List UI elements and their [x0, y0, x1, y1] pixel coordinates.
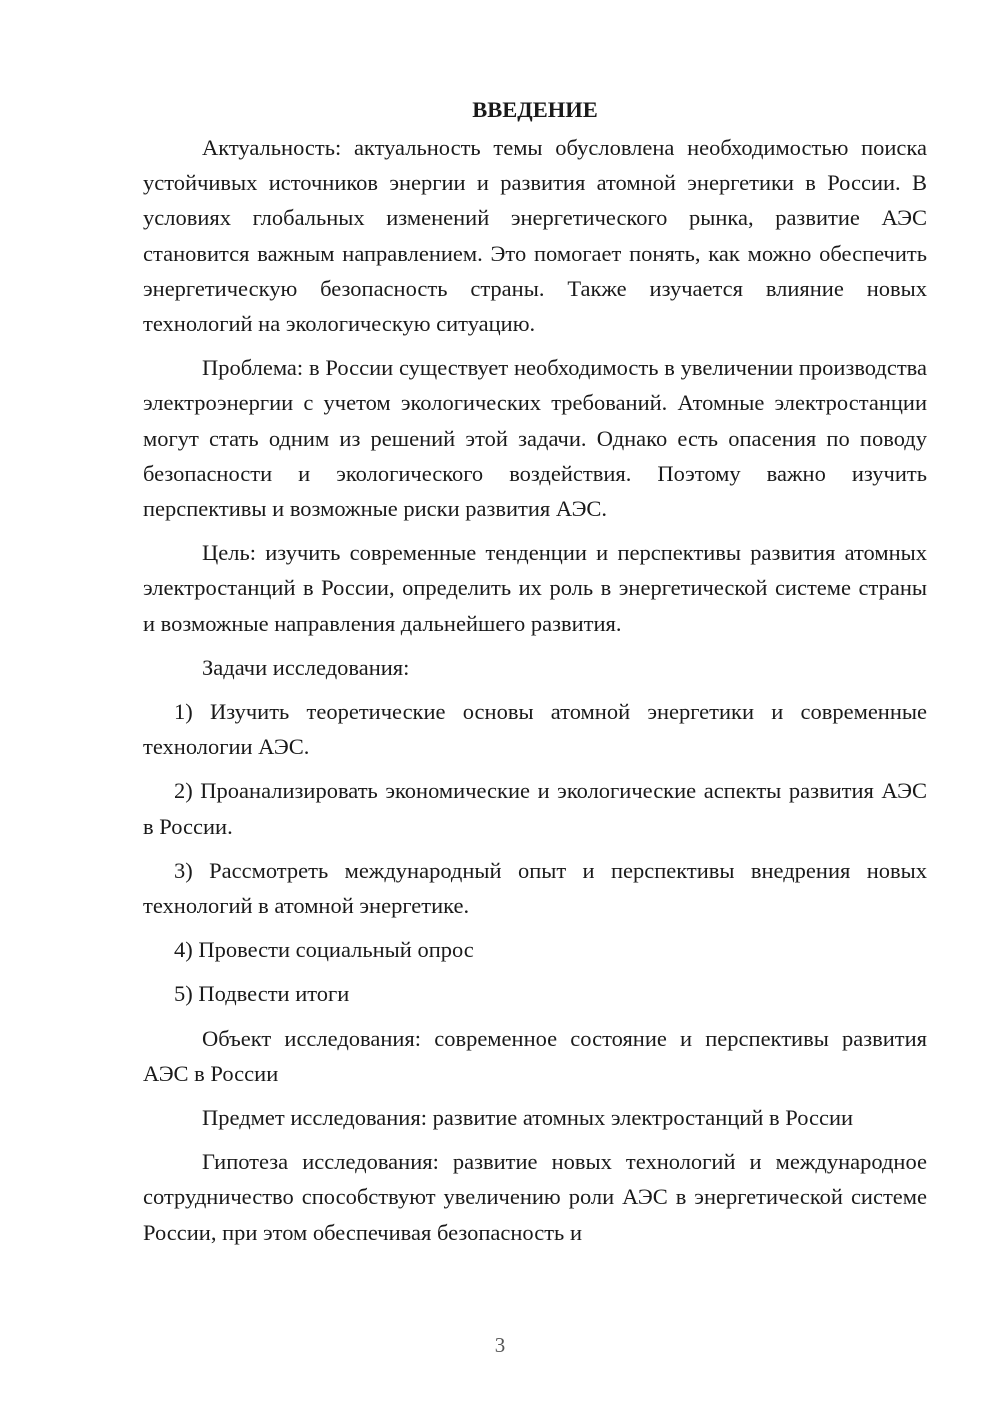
task-item-5: 5) Подвести итоги [174, 981, 350, 1007]
paragraph-problem: Проблема: в России существует необходимость в увеличении производства электроэнергии с учетом экологических требований. Атомные электростанции могут стать одним из решений этой задачи. Однако есть опасения по поводу безопасности и экологического воздействия. Поэтому важно изучить перспективы и возможные риски развития АЭС. [143, 355, 927, 522]
paragraph-object: Объект исследования: современное состояние и перспективы развития АЭС в России [143, 1025, 927, 1086]
paragraph-goal: Цель: изучить современные тенденции и перспективы развития атомных электростанций в России, определить их роль в энергетической системе страны и возможные направления дальнейшего развития. [143, 540, 927, 636]
task-item-2: 2) Проанализировать экономические и экологические аспекты развития АЭС в России. [143, 778, 927, 839]
page-number: 3 [494, 1333, 506, 1357]
tasks-list [143, 694, 927, 1012]
task-item-4: 4) Провести социальный опрос [174, 937, 474, 963]
paragraph-relevance: Актуальность: актуальность темы обусловлена необходимостью поиска устойчивых источников энергии и развития атомной энергетики в России. В условиях глобальных изменений энергетического рынка, развитие АЭС становится важным направлением. Это помогает понять, как можно обеспечить энергетическую безопасность страны. Также изучается влияние новых технологий на экологическую ситуацию. [143, 135, 927, 337]
paragraph-subject: Предмет исследования: развитие атомных электростанций в России [202, 1105, 854, 1131]
task-item-3: 3) Рассмотреть международный опыт и перспективы внедрения новых технологий в атомной энергетике. [143, 857, 927, 919]
page-content [143, 92, 927, 1250]
task-item-1: 1) Изучить теоретические основы атомной энергетики и современные технологии АЭС. [143, 699, 927, 760]
tasks-heading: Задачи исследования: [202, 654, 410, 680]
paragraph-hypothesis: Гипотеза исследования: развитие новых технологий и международное сотрудничество способствуют увеличению роли АЭС в энергетической системе России, при этом обеспечивая безопасность и [143, 1149, 927, 1245]
section-title: ВВЕДЕНИЕ [472, 97, 598, 122]
